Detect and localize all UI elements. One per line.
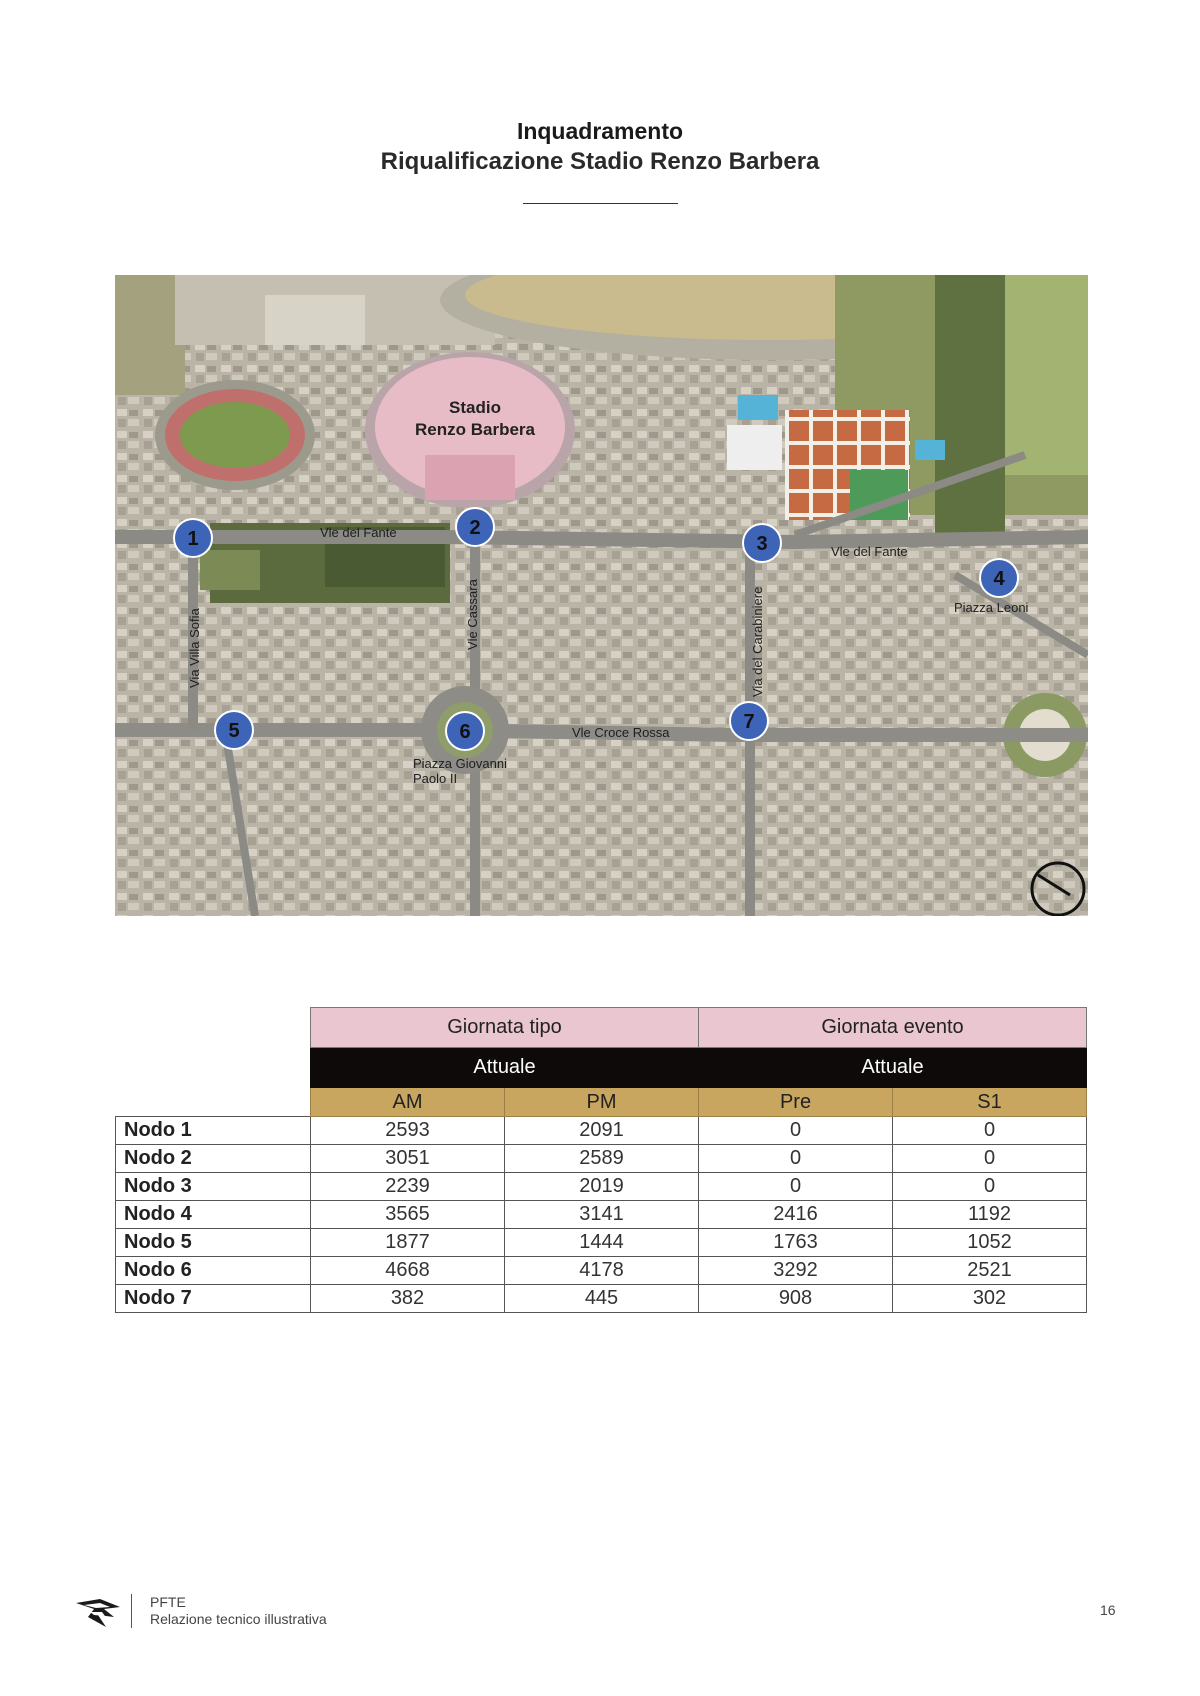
node-marker-label: 4: [993, 568, 1005, 590]
table-cell: 4668: [311, 1257, 505, 1285]
row-label: Nodo 7: [116, 1285, 311, 1313]
node-marker-label: 1: [187, 528, 199, 550]
table-cell: 1052: [893, 1229, 1087, 1257]
table-row: [116, 1201, 1087, 1229]
table-cell: 0: [699, 1173, 893, 1201]
table-cell: 3565: [311, 1201, 505, 1229]
table-cell: 0: [893, 1117, 1087, 1145]
table-cell: 0: [893, 1173, 1087, 1201]
column-header: Pre: [699, 1088, 893, 1117]
footer-divider: [131, 1594, 132, 1628]
footer-doc-title: Relazione tecnico illustrativa: [150, 1611, 327, 1627]
street-label: Vle Croce Rossa: [572, 725, 670, 740]
table-row: [116, 1117, 1087, 1145]
row-label: Nodo 5: [116, 1229, 311, 1257]
subgroup-header: Attuale: [699, 1048, 1087, 1088]
node-marker-label: 3: [756, 533, 768, 555]
aerial-map: [115, 275, 1088, 916]
table-cell: 3292: [699, 1257, 893, 1285]
table-cell: 0: [699, 1117, 893, 1145]
table-cell: 2589: [505, 1145, 699, 1173]
table-cell: 0: [893, 1145, 1087, 1173]
node-marker-label: 5: [228, 720, 240, 742]
node-marker-label: 6: [459, 721, 471, 743]
row-label: Nodo 4: [116, 1201, 311, 1229]
table-cell: 3051: [311, 1145, 505, 1173]
table-cell: 2416: [699, 1201, 893, 1229]
subgroup-header: Attuale: [311, 1048, 699, 1088]
table-row: [116, 1145, 1087, 1173]
group-header: Giornata tipo: [311, 1008, 699, 1048]
street-label: Piazza Giovanni: [413, 756, 507, 771]
street-label: Vle del Fante: [831, 544, 908, 559]
node-marker-label: 7: [743, 711, 755, 733]
row-label: Nodo 1: [116, 1117, 311, 1145]
footer-doc-code: PFTE: [150, 1594, 186, 1610]
street-label: Piazza Leoni: [954, 600, 1029, 615]
row-label: Nodo 3: [116, 1173, 311, 1201]
table-cell: 1877: [311, 1229, 505, 1257]
stadium-label: Renzo Barbera: [415, 420, 535, 439]
street-label: Vle Cassara: [465, 579, 480, 650]
table-cell: 4178: [505, 1257, 699, 1285]
table-row: [116, 1229, 1087, 1257]
table-cell: 908: [699, 1285, 893, 1313]
street-label: Via Villa Sofia: [187, 608, 202, 688]
table-cell: 0: [699, 1145, 893, 1173]
stadium-label: Stadio: [449, 398, 501, 417]
table-row: [116, 1173, 1087, 1201]
title-divider: [523, 203, 678, 204]
table-corner: [116, 1008, 311, 1048]
table-cell: 1192: [893, 1201, 1087, 1229]
column-header: AM: [311, 1088, 505, 1117]
table-corner: [116, 1088, 311, 1117]
table-cell: 445: [505, 1285, 699, 1313]
table-cell: 3141: [505, 1201, 699, 1229]
table-row: [116, 1257, 1087, 1285]
table-cell: 1763: [699, 1229, 893, 1257]
table-corner: [116, 1048, 311, 1088]
table-cell: 2521: [893, 1257, 1087, 1285]
table-cell: 1444: [505, 1229, 699, 1257]
table-cell: 2091: [505, 1117, 699, 1145]
table-cell: 302: [893, 1285, 1087, 1313]
table-cell: 2239: [311, 1173, 505, 1201]
row-label: Nodo 2: [116, 1145, 311, 1173]
table-cell: 382: [311, 1285, 505, 1313]
table-row: [116, 1285, 1087, 1313]
page-number: 16: [1100, 1602, 1116, 1618]
node-marker-label: 2: [469, 517, 481, 539]
table-cell: 2593: [311, 1117, 505, 1145]
group-header: Giornata evento: [699, 1008, 1087, 1048]
street-label: Via del Carabiniere: [750, 586, 765, 697]
page-title: Inquadramento: [516, 118, 684, 144]
eagle-logo-icon: [74, 1595, 122, 1631]
traffic-table: [115, 1007, 1087, 1313]
column-header: S1: [893, 1088, 1087, 1117]
street-label: Paolo II: [413, 771, 458, 786]
column-header: PM: [505, 1088, 699, 1117]
table-cell: 2019: [505, 1173, 699, 1201]
row-label: Nodo 6: [116, 1257, 311, 1285]
page-subtitle: Riqualificazione Stadio Renzo Barbera: [380, 148, 820, 175]
street-label: Vle del Fante: [320, 525, 397, 540]
